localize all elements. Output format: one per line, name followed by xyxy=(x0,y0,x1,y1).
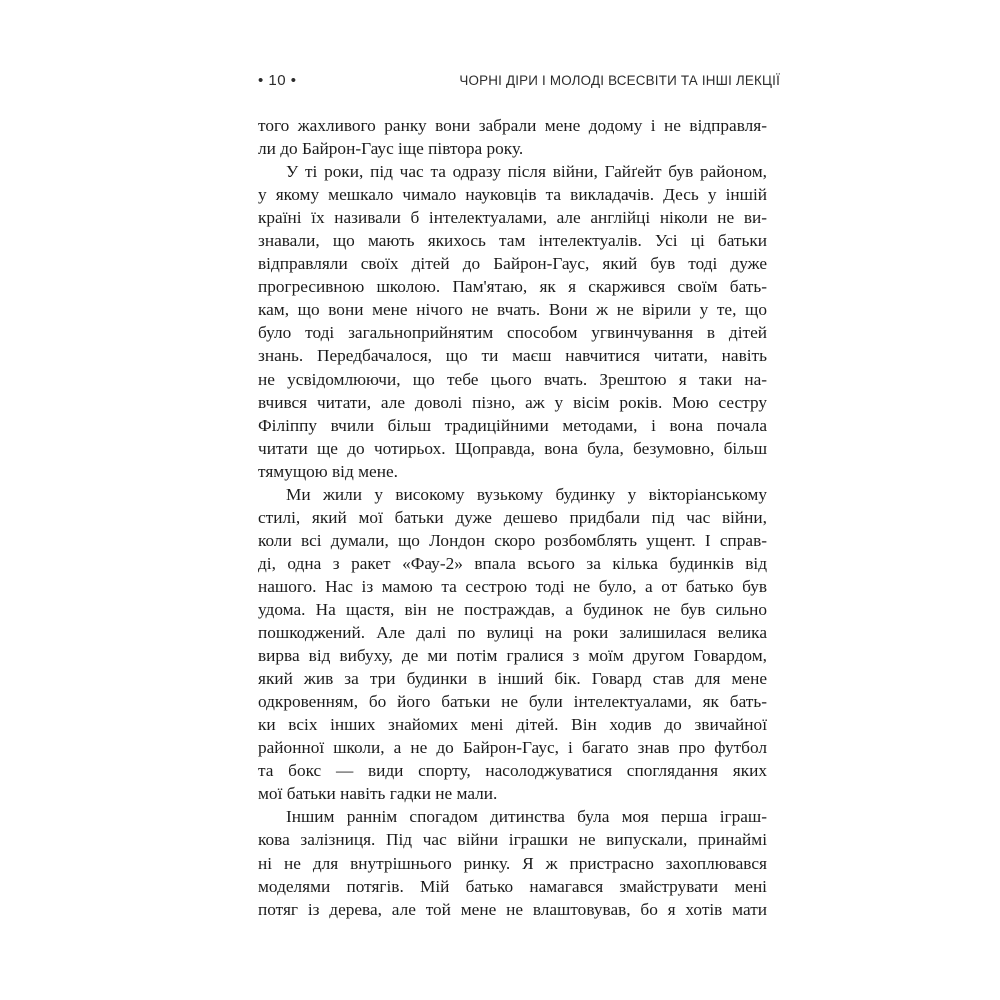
text-line: Філіппу вчили більш традиційними методами, і вона почала xyxy=(258,415,767,435)
text-line: пошкоджений. Але далі по вулиці на роки залишилася велика xyxy=(258,623,767,643)
text-line: У ті роки, під час та одразу після війни, Гайґейт був районом, xyxy=(286,162,767,182)
text-line: ки всіх інших знайомих мені дітей. Він ходив до звичайної xyxy=(258,715,767,735)
text-line: країні їх називали б інтелектуалами, але англійці ніколи не ви- xyxy=(258,208,767,228)
text-line: потяг із дерева, але той мене не влаштовував, бо я хотів мати xyxy=(258,899,767,919)
text-line: моделями потягів. Мій батько намагався змайструвати мені xyxy=(258,876,767,896)
text-line: не усвідомлюючи, що тебе цього вчать. Зрештою я таки на- xyxy=(258,369,767,389)
text-line: читати ще до чотирьох. Щоправда, вона була, безумовно, більш xyxy=(258,438,767,458)
text-line: та бокс — види спорту, насолоджуватися споглядання яких xyxy=(258,761,767,781)
text-line: того жахливого ранку вони забрали мене додому і не відправля- xyxy=(258,116,767,135)
text-line: прогресивною школою. Пам'ятаю, як я скаржився своїм бать- xyxy=(258,277,767,297)
body-text xyxy=(258,114,767,921)
text-line: вчився читати, але доволі пізно, аж у вісім років. Мою сестру xyxy=(258,392,767,412)
text-line: ді, одна з ракет «Фау-2» впала всього за кілька будинків від xyxy=(258,553,767,573)
text-line: знань. Передбачалося, що ти маєш навчитися читати, навіть xyxy=(258,346,767,366)
paragraph xyxy=(258,160,767,483)
text-line: районної школи, а не до Байрон-Гаус, і багато знав про футбол xyxy=(258,738,767,758)
text-line: у якому мешкало чимало науковців та викладачів. Десь у іншій xyxy=(258,185,767,205)
paragraph xyxy=(258,483,767,806)
text-line: коли всі думали, що Лондон скоро розбомблять ущент. І справ- xyxy=(258,530,767,550)
text-line: нашого. Нас із мамою та сестрою тоді не було, а от батько був xyxy=(258,576,767,596)
page-number: • 10 • xyxy=(258,72,297,89)
book-title: ЧОРНІ ДІРИ І МОЛОДІ ВСЕСВІТИ ТА ІНШІ ЛЕКЦІЇ xyxy=(459,73,780,88)
text-line: стилі, який мої батьки дуже дешево придбали під час війни, xyxy=(258,507,767,527)
text-line: мої батьки навіть гадки не мали. xyxy=(258,784,498,804)
paragraph xyxy=(258,114,767,160)
text-line: було тоді загальноприйнятим способом угвинчування в дітей xyxy=(258,323,767,343)
text-line: вирва від вибуху, де ми потім гралися з моїм другом Говардом, xyxy=(258,646,767,666)
text-line: який жив за три будинки в інший бік. Говард став для мене xyxy=(258,669,767,689)
text-line: удома. На щастя, він не постраждав, а будинок не був сильно xyxy=(258,599,767,619)
text-line: кам, що вони мене нічого не вчать. Вони ж не вірили у те, що xyxy=(258,300,767,320)
running-head xyxy=(258,71,780,95)
text-line: ли до Байрон-Гаус іще півтора року. xyxy=(258,139,524,159)
text-line: кова залізниця. Під час війни іграшки не випускали, принаймі xyxy=(258,830,767,850)
text-line: Ми жили у високому вузькому будинку у вікторіанському xyxy=(286,484,767,504)
text-line: ні не для внутрішнього ринку. Я ж пристрасно захоплювався xyxy=(258,853,767,873)
text-line: знавали, що мають якихось там інтелектуалів. Усі ці батьки xyxy=(258,231,767,251)
text-line: одкровенням, бо його батьки не були інтелектуалами, як бать- xyxy=(258,692,767,712)
text-line: відправляли своїх дітей до Байрон-Гаус, який був тоді дуже xyxy=(258,254,767,274)
paragraph xyxy=(258,805,767,920)
text-line: тямущою від мене. xyxy=(258,461,398,481)
text-line: Іншим раннім спогадом дитинства була моя перша іграш- xyxy=(286,807,767,827)
